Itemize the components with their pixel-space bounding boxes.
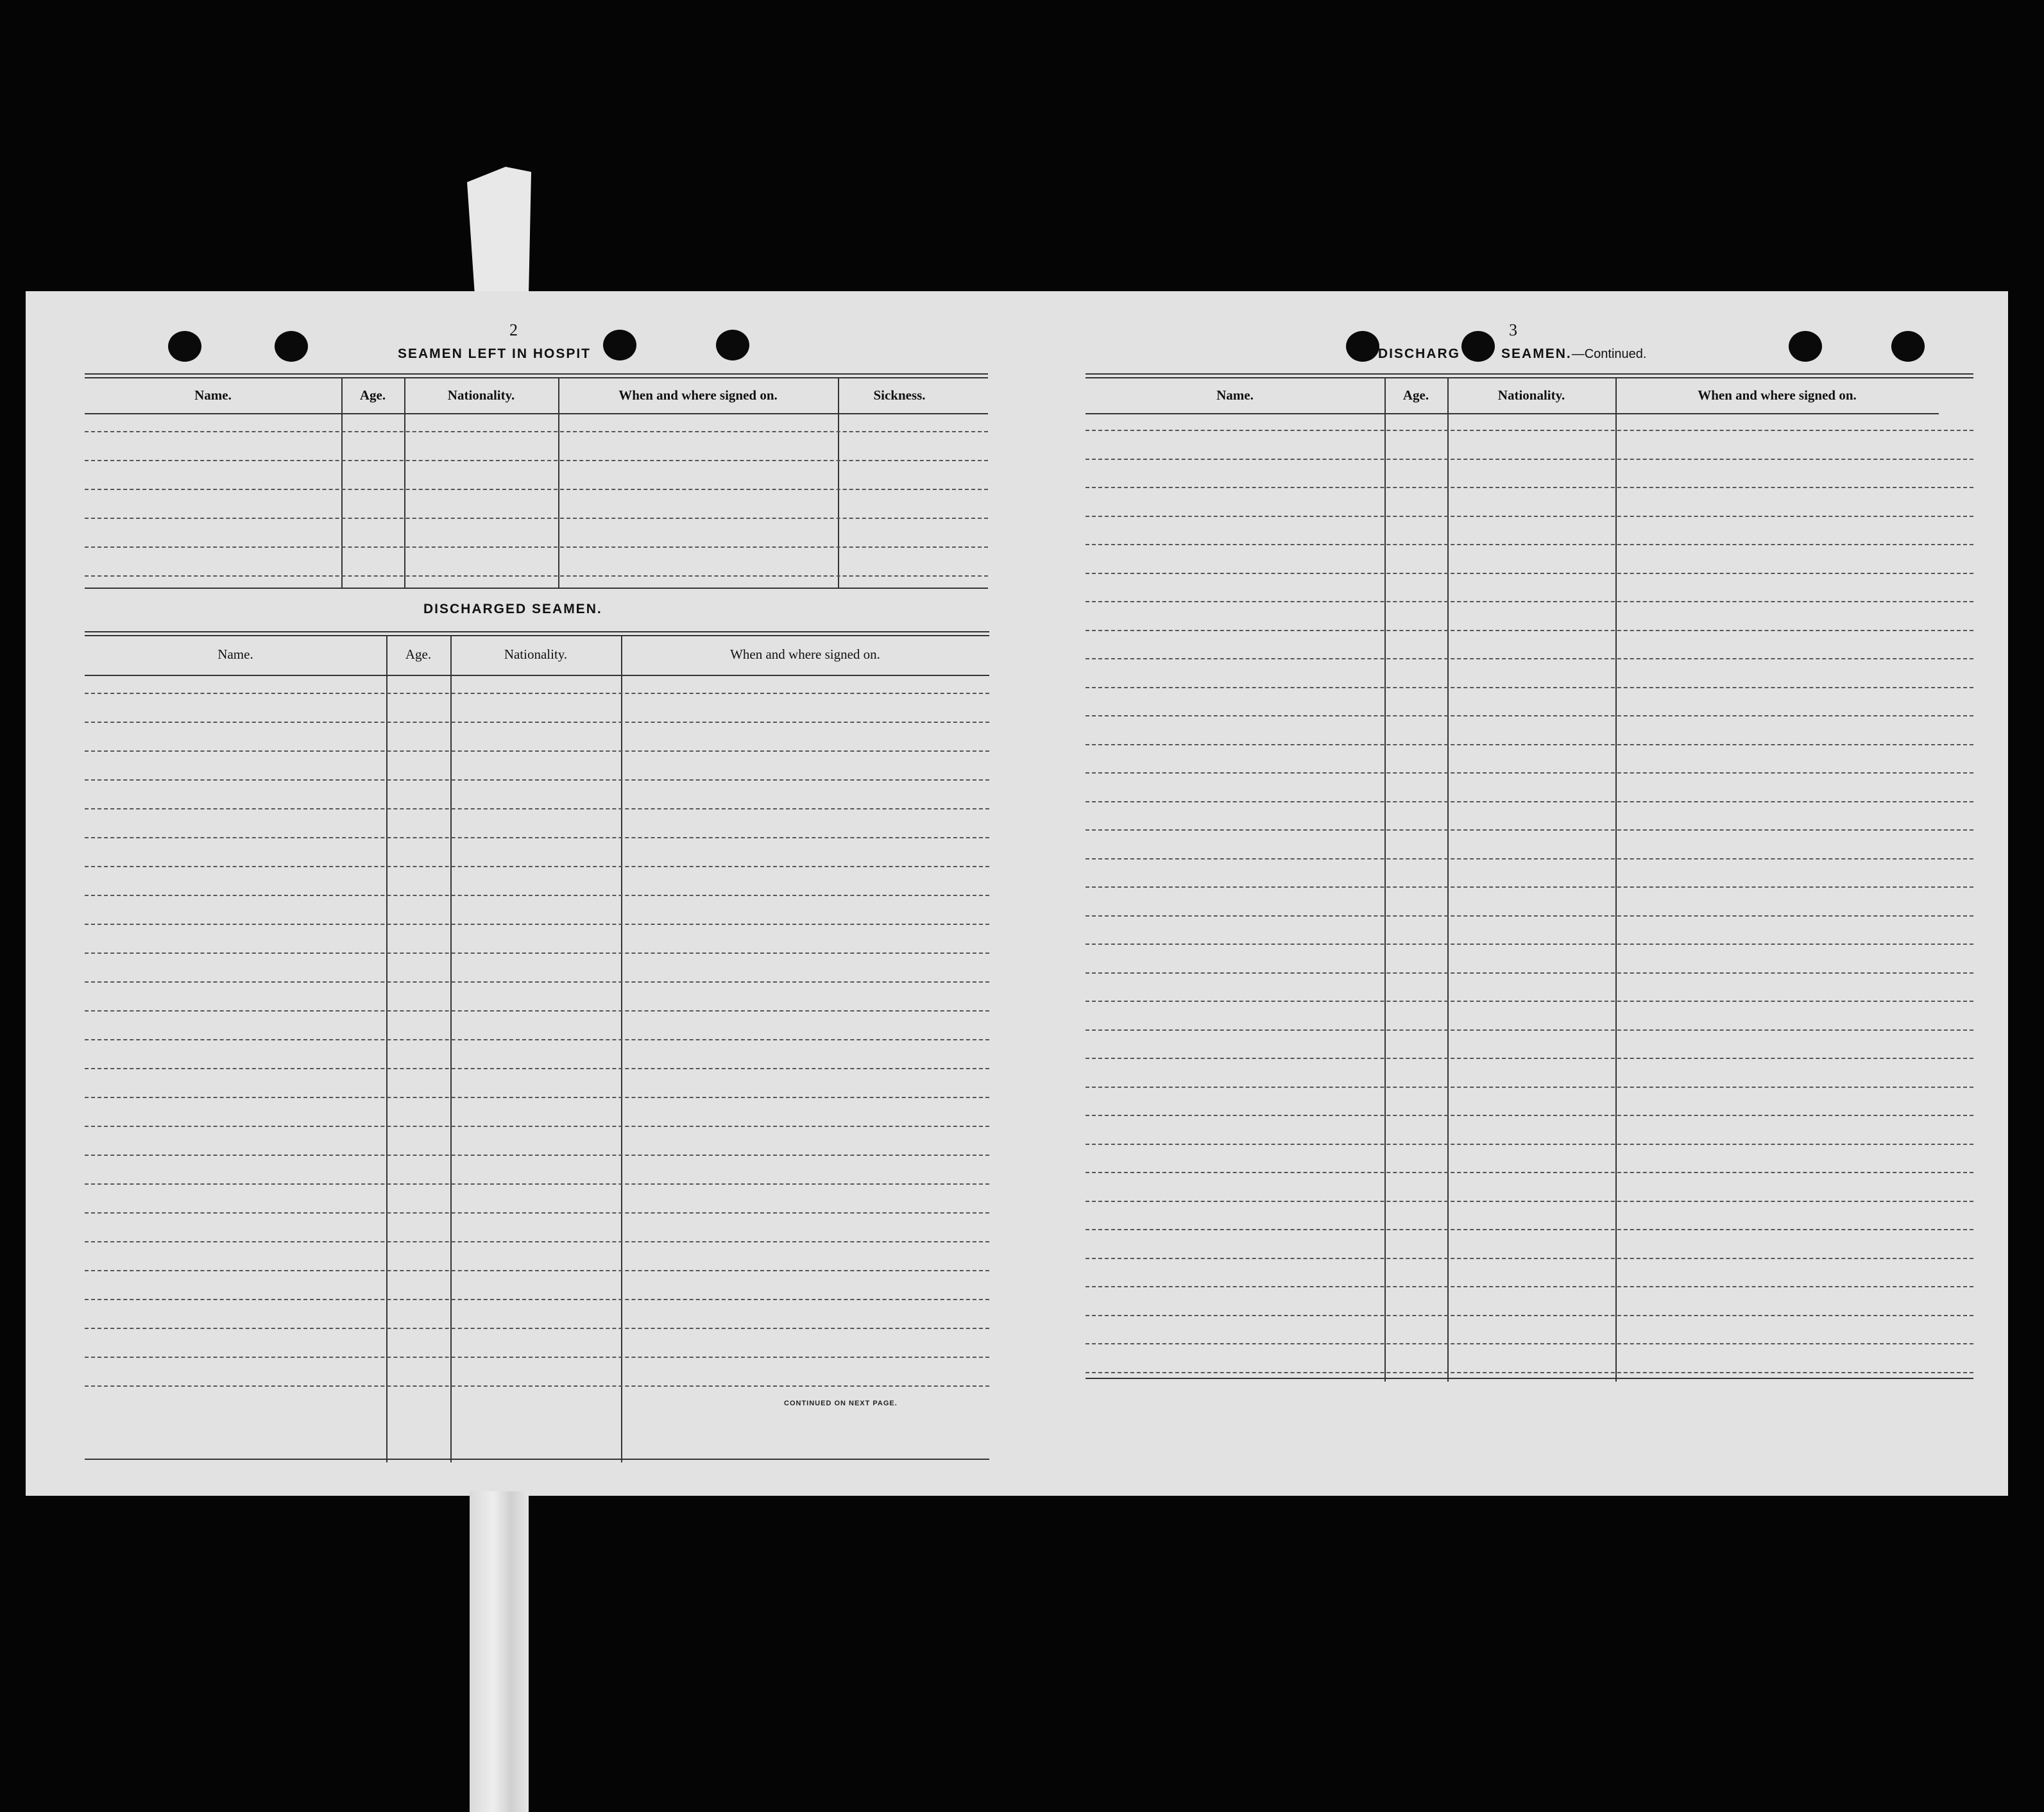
- blank-entry-line: [1086, 1315, 1973, 1316]
- blank-entry-line: [85, 1328, 989, 1329]
- discharged-continued-table: [1086, 373, 1973, 1464]
- blank-entry-line: [1086, 829, 1973, 831]
- blank-entry-line: [85, 895, 989, 896]
- punch-hole: [1789, 331, 1822, 362]
- blank-entry-line: [1086, 944, 1973, 945]
- col-header-age: Age.: [405, 647, 432, 662]
- blank-entry-line: [1086, 1115, 1973, 1116]
- blank-entry-line: [1086, 858, 1973, 859]
- blank-entry-line: [85, 1212, 989, 1214]
- blank-entry-line: [1086, 1087, 1973, 1088]
- blank-entry-line: [85, 722, 989, 723]
- page-number-right: 3: [1509, 321, 1517, 339]
- blank-entry-line: [1086, 1201, 1973, 1202]
- col-header-nationality: Nationality.: [447, 387, 515, 403]
- col-header-name: Name.: [217, 647, 253, 662]
- blank-entry-line: [1086, 801, 1973, 802]
- col-header-nationality: Nationality.: [504, 647, 568, 662]
- blank-entry-line: [85, 489, 988, 490]
- blank-entry-line: [85, 1241, 989, 1242]
- blank-entry-line: [1086, 459, 1973, 460]
- blank-entry-line: [1086, 487, 1973, 488]
- blank-entry-line: [85, 431, 988, 432]
- ledger-sheet: [26, 291, 2008, 1496]
- blank-entry-line: [1086, 544, 1973, 545]
- blank-entry-line: [1086, 687, 1973, 688]
- blank-entry-line: [1086, 915, 1973, 917]
- blank-entry-line: [85, 518, 988, 519]
- blank-entry-line: [85, 546, 988, 548]
- blank-entry-line: [85, 750, 989, 752]
- blank-entry-line: [85, 981, 989, 983]
- blank-entry-line: [85, 808, 989, 809]
- blank-entry-line: [85, 1183, 989, 1185]
- punch-hole: [716, 330, 749, 360]
- punch-hole: [1346, 331, 1379, 362]
- blank-entry-line: [1086, 601, 1973, 602]
- blank-entry-line: [85, 575, 988, 577]
- blank-entry-line: [1086, 972, 1973, 974]
- blank-entry-line: [1086, 772, 1973, 774]
- blank-entry-line: [1086, 1001, 1973, 1002]
- blank-entry-line: [1086, 430, 1973, 431]
- title-continued: —Continued.: [1571, 347, 1647, 361]
- blank-entry-line: [1086, 1286, 1973, 1287]
- page-number-left: 2: [509, 321, 518, 339]
- blank-entry-line: [1086, 1258, 1973, 1259]
- hospital-section-title: SEAMEN LEFT IN HOSPIT: [398, 346, 592, 361]
- col-header-name: Name.: [1216, 387, 1254, 403]
- blank-entry-line: [85, 837, 989, 838]
- blank-entry-line: [85, 1068, 989, 1069]
- title-part-2: SEAMEN.: [1501, 346, 1572, 361]
- continued-note: CONTINUED ON NEXT PAGE.: [784, 1400, 898, 1407]
- title-part-1: DISCHARG: [1378, 346, 1461, 361]
- blank-entry-line: [85, 1385, 989, 1387]
- blank-entry-line: [1086, 1172, 1973, 1173]
- blank-entry-line: [85, 1097, 989, 1098]
- binding-tape-bottom: [470, 1491, 529, 1812]
- discharged-section-title: DISCHARGED SEAMEN.: [423, 602, 602, 616]
- blank-entry-line: [1086, 715, 1973, 716]
- blank-entry-line: [85, 924, 989, 925]
- blank-entry-line: [85, 1010, 989, 1012]
- col-header-age: Age.: [1402, 387, 1429, 403]
- blank-entry-line: [85, 779, 989, 781]
- punch-hole: [1891, 331, 1925, 362]
- blank-entry-line: [1086, 516, 1973, 517]
- blank-entry-line: [1086, 658, 1973, 659]
- blank-entry-line: [85, 866, 989, 867]
- punch-hole: [603, 330, 636, 360]
- blank-entry-line: [85, 1155, 989, 1156]
- discharged-continued-title: [1378, 346, 1646, 362]
- blank-entry-line: [85, 1270, 989, 1271]
- col-header-name: Name.: [194, 387, 232, 403]
- col-header-age: Age.: [359, 387, 386, 403]
- blank-entry-line: [1086, 1372, 1973, 1373]
- blank-entry-line: [85, 693, 989, 694]
- blank-entry-line: [85, 1126, 989, 1127]
- blank-entry-line: [1086, 1058, 1973, 1059]
- punch-hole: [275, 331, 308, 362]
- blank-entry-line: [1086, 744, 1973, 745]
- discharged-table: [85, 631, 989, 1462]
- blank-entry-line: [85, 1357, 989, 1358]
- blank-entry-line: [85, 1039, 989, 1040]
- col-header-signed-on: When and where signed on.: [618, 387, 778, 403]
- col-header-sickness: Sickness.: [873, 387, 926, 403]
- blank-entry-line: [1086, 1343, 1973, 1344]
- blank-entry-line: [1086, 573, 1973, 574]
- col-header-signed-on: When and where signed on.: [1698, 387, 1857, 403]
- blank-entry-line: [1086, 1229, 1973, 1230]
- blank-entry-line: [1086, 1029, 1973, 1031]
- col-header-nationality: Nationality.: [1497, 387, 1565, 403]
- hospital-table: [85, 373, 988, 591]
- blank-entry-line: [85, 1299, 989, 1300]
- blank-entry-line: [1086, 630, 1973, 631]
- blank-entry-line: [85, 460, 988, 461]
- blank-entry-line: [1086, 886, 1973, 888]
- col-header-signed-on: When and where signed on.: [730, 647, 880, 662]
- binding-tape-top: [467, 167, 531, 295]
- punch-hole: [168, 331, 201, 362]
- blank-entry-line: [1086, 1144, 1973, 1145]
- blank-entry-line: [85, 953, 989, 954]
